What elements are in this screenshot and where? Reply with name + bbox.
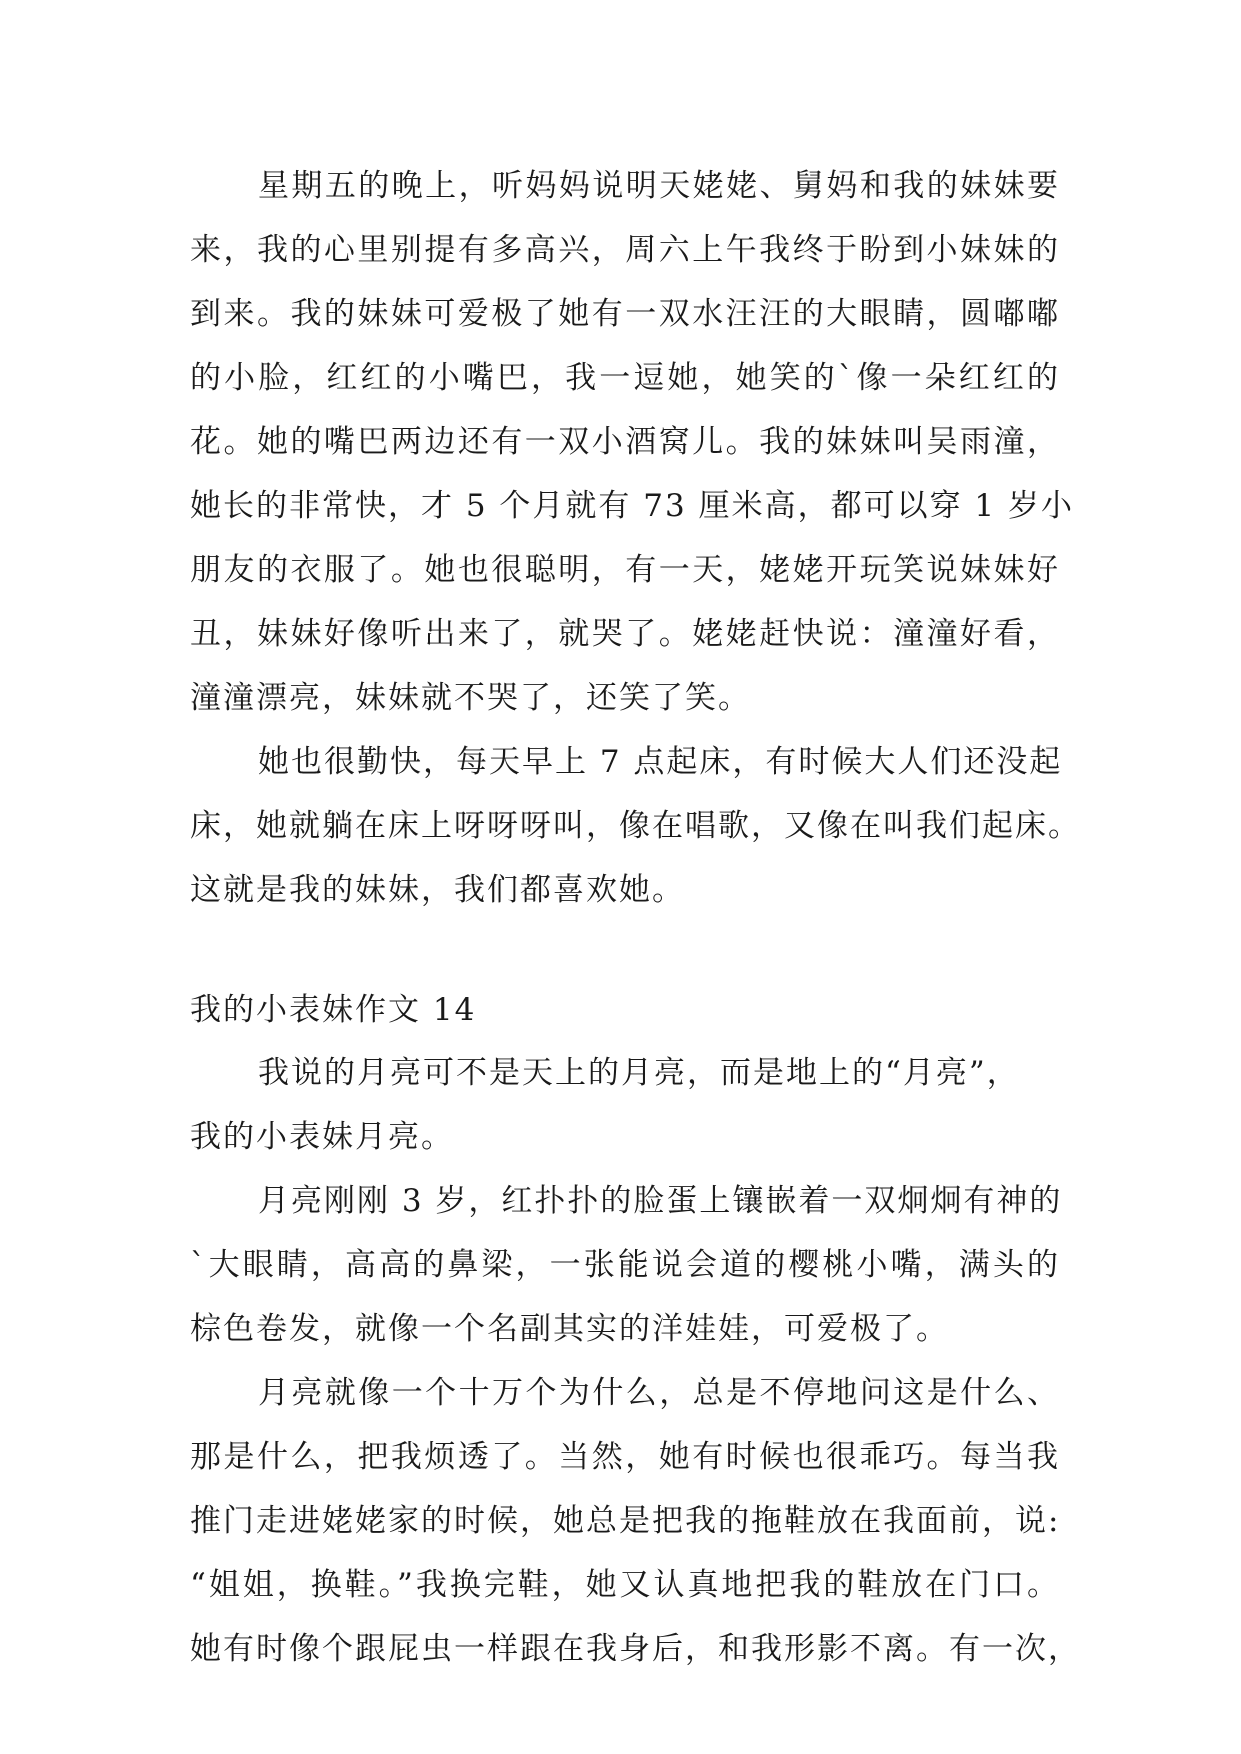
text-line: “姐姐，换鞋。”我换完鞋，她又认真地把我的鞋放在门口。 <box>190 1567 1060 1603</box>
text-line: 丑，妹妹好像听出来了，就哭了。姥姥赶快说：潼潼好看， <box>190 616 1060 652</box>
text-line: 床，她就躺在床上呀呀呀叫，像在唱歌，又像在叫我们起床。 <box>190 808 1081 844</box>
text-line: 这就是我的妹妹，我们都喜欢她。 <box>190 872 685 908</box>
text-line: `大眼睛，高高的鼻梁，一张能说会道的樱桃小嘴，满头的 <box>190 1247 1060 1283</box>
text-line: 朋友的衣服了。她也很聪明，有一天，姥姥开玩笑说妹妹好 <box>190 552 1060 588</box>
text-line: 星期五的晚上，听妈妈说明天姥姥、舅妈和我的妹妹要 <box>258 168 1060 204</box>
section-title: 我的小表妹作文 14 <box>190 992 477 1028</box>
text-line: 来，我的心里别提有多高兴，周六上午我终于盼到小妹妹的 <box>190 232 1060 268</box>
text-line: 推门走进姥姥家的时候，她总是把我的拖鞋放在我面前，说: <box>190 1503 1061 1539</box>
text-line: 那是什么，把我烦透了。当然，她有时候也很乖巧。每当我 <box>190 1439 1060 1475</box>
text-line: 棕色卷发，就像一个名副其实的洋娃娃，可爱极了。 <box>190 1311 949 1347</box>
text-line: 到来。我的妹妹可爱极了她有一双水汪汪的大眼睛，圆嘟嘟 <box>190 296 1060 332</box>
text-line: 月亮刚刚 3 岁，红扑扑的脸蛋上镶嵌着一双炯炯有神的 <box>258 1183 1063 1219</box>
text-line: 她长的非常快，才 5 个月就有 73 厘米高，都可以穿 1 岁小 <box>190 488 1075 524</box>
text-line: 我的小表妹月亮。 <box>190 1119 454 1155</box>
text-line: 花。她的嘴巴两边还有一双小酒窝儿。我的妹妹叫吴雨潼， <box>190 424 1060 460</box>
text-line: 我说的月亮可不是天上的月亮，而是地上的“月亮”， <box>258 1055 1020 1091</box>
text-line: 月亮就像一个十万个为什么，总是不停地问这是什么、 <box>258 1375 1060 1411</box>
text-line: 潼潼漂亮，妹妹就不哭了，还笑了笑。 <box>190 680 751 716</box>
text-line: 的小脸，红红的小嘴巴，我一逗她，她笑的`像一朵红红的 <box>190 360 1060 396</box>
text-line: 她也很勤快，每天早上 7 点起床，有时候大人们还没起 <box>258 744 1063 780</box>
text-line: 她有时像个跟屁虫一样跟在我身后，和我形影不离。有一次， <box>190 1631 1081 1667</box>
